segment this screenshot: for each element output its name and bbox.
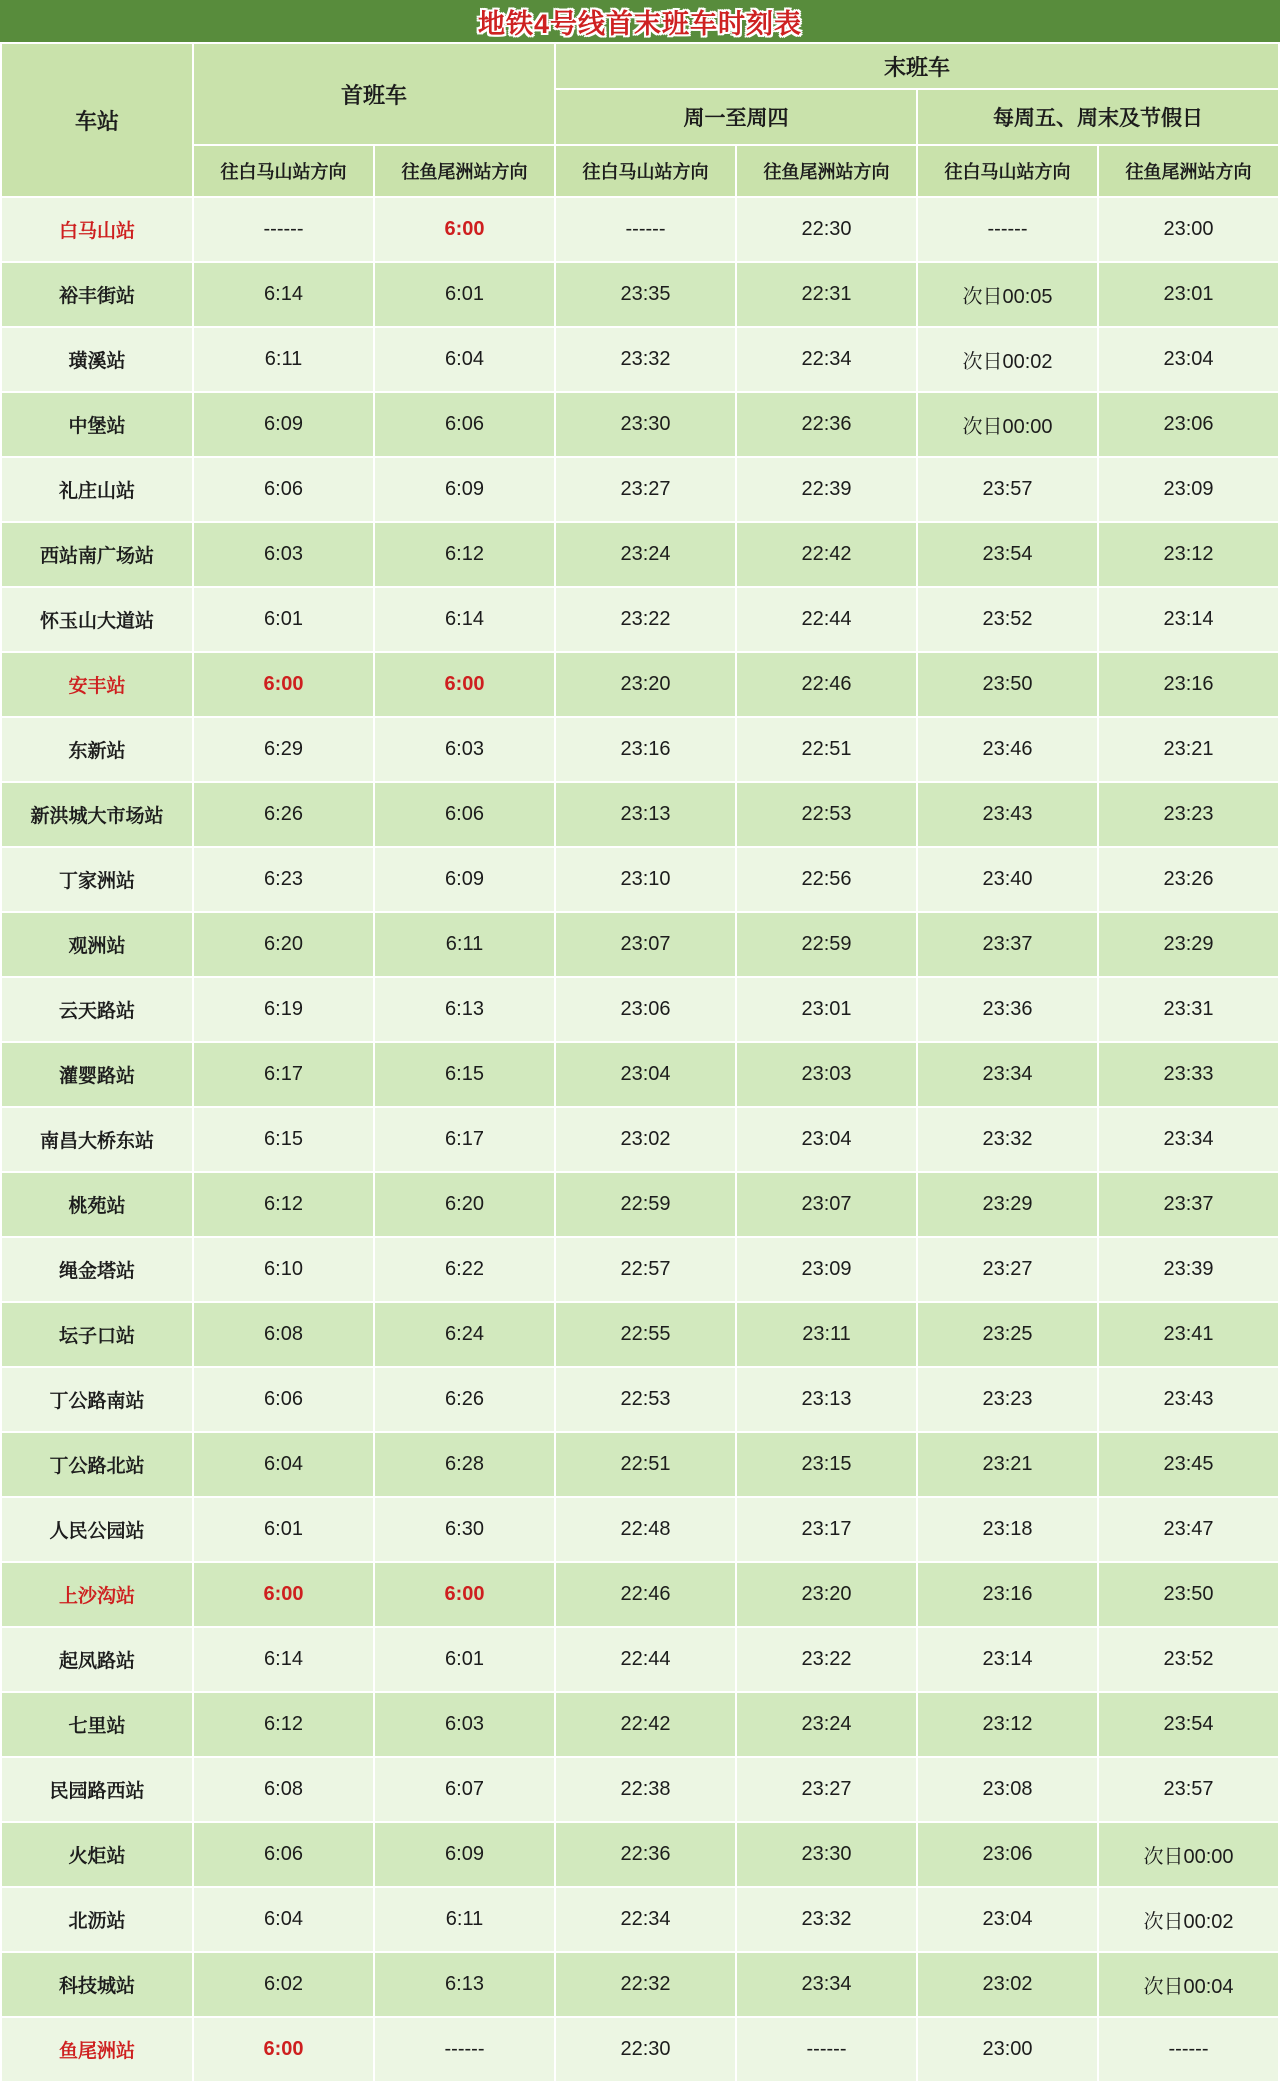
- time-cell: ------: [918, 198, 1097, 261]
- time-cell: 6:30: [375, 1498, 554, 1561]
- table-row: [2, 1108, 1278, 1171]
- table-row: [2, 328, 1278, 391]
- time-cell: 23:15: [737, 1433, 916, 1496]
- time-cell: ------: [556, 198, 735, 261]
- time-cell: 6:07: [375, 1758, 554, 1821]
- time-cell: 6:11: [194, 328, 373, 391]
- time-cell: 23:36: [918, 978, 1097, 1041]
- time-cell: 6:01: [375, 1628, 554, 1691]
- table-row: [2, 848, 1278, 911]
- time-cell: 23:06: [918, 1823, 1097, 1886]
- time-cell: 23:23: [1099, 783, 1278, 846]
- time-cell: 22:36: [556, 1823, 735, 1886]
- header-row-groups: [2, 44, 1278, 88]
- direction-header: 往鱼尾洲站方向: [375, 146, 554, 196]
- header-mon-thu: 周一至周四: [556, 90, 916, 144]
- station-name-cell: 璜溪站: [2, 328, 192, 391]
- time-cell: 23:46: [918, 718, 1097, 781]
- station-name-cell: 云天路站: [2, 978, 192, 1041]
- time-cell: 23:11: [737, 1303, 916, 1366]
- station-name-cell: 民园路西站: [2, 1758, 192, 1821]
- station-name-cell: 上沙沟站: [2, 1563, 192, 1626]
- timetable-header: [2, 44, 1278, 196]
- time-cell: 6:23: [194, 848, 373, 911]
- station-name-cell: 安丰站: [2, 653, 192, 716]
- time-cell: 6:19: [194, 978, 373, 1041]
- time-cell: 6:08: [194, 1758, 373, 1821]
- direction-header: 往鱼尾洲站方向: [1099, 146, 1278, 196]
- time-cell: 22:46: [737, 653, 916, 716]
- time-cell: 次日00:00: [1099, 1823, 1278, 1886]
- time-cell: 6:14: [194, 1628, 373, 1691]
- time-cell: 23:31: [1099, 978, 1278, 1041]
- time-cell: 6:11: [375, 1888, 554, 1951]
- time-cell: 23:24: [737, 1693, 916, 1756]
- station-name-cell: 丁公路南站: [2, 1368, 192, 1431]
- time-cell: 23:40: [918, 848, 1097, 911]
- time-cell: 6:01: [194, 588, 373, 651]
- time-cell: 23:04: [556, 1043, 735, 1106]
- time-cell: 22:59: [737, 913, 916, 976]
- time-cell: 23:22: [556, 588, 735, 651]
- time-cell: 22:48: [556, 1498, 735, 1561]
- station-name-cell: 桃苑站: [2, 1173, 192, 1236]
- time-cell: 23:08: [918, 1758, 1097, 1821]
- time-cell: 23:54: [1099, 1693, 1278, 1756]
- time-cell: 22:32: [556, 1953, 735, 2016]
- time-cell: 23:14: [918, 1628, 1097, 1691]
- time-cell: ------: [1099, 2018, 1278, 2081]
- time-cell: 22:31: [737, 263, 916, 326]
- time-cell: 6:00: [194, 1563, 373, 1626]
- time-cell: 22:51: [737, 718, 916, 781]
- time-cell: 23:07: [556, 913, 735, 976]
- time-cell: 23:10: [556, 848, 735, 911]
- time-cell: 6:06: [375, 393, 554, 456]
- time-cell: 23:20: [556, 653, 735, 716]
- time-cell: 23:30: [556, 393, 735, 456]
- time-cell: 23:12: [918, 1693, 1097, 1756]
- page-title: 地铁4号线首末班车时刻表: [477, 8, 802, 39]
- table-row: [2, 1693, 1278, 1756]
- header-row-directions: [2, 146, 1278, 196]
- time-cell: ------: [194, 198, 373, 261]
- time-cell: 22:30: [556, 2018, 735, 2081]
- time-cell: 6:15: [375, 1043, 554, 1106]
- table-row: [2, 1823, 1278, 1886]
- station-name-cell: 绳金塔站: [2, 1238, 192, 1301]
- time-cell: 22:53: [556, 1368, 735, 1431]
- station-name-cell: 礼庄山站: [2, 458, 192, 521]
- time-cell: 22:51: [556, 1433, 735, 1496]
- station-name-cell: 怀玉山大道站: [2, 588, 192, 651]
- table-row: [2, 1888, 1278, 1951]
- time-cell: 23:26: [1099, 848, 1278, 911]
- time-cell: 6:02: [194, 1953, 373, 2016]
- station-name-cell: 坛子口站: [2, 1303, 192, 1366]
- time-cell: 6:22: [375, 1238, 554, 1301]
- time-cell: 23:23: [918, 1368, 1097, 1431]
- station-name-cell: 丁家洲站: [2, 848, 192, 911]
- time-cell: 23:14: [1099, 588, 1278, 651]
- table-row: [2, 913, 1278, 976]
- time-cell: 23:34: [737, 1953, 916, 2016]
- time-cell: 6:26: [375, 1368, 554, 1431]
- time-cell: 23:00: [1099, 198, 1278, 261]
- time-cell: 23:03: [737, 1043, 916, 1106]
- time-cell: 23:16: [918, 1563, 1097, 1626]
- time-cell: 23:27: [918, 1238, 1097, 1301]
- time-cell: 23:35: [556, 263, 735, 326]
- time-cell: 22:56: [737, 848, 916, 911]
- time-cell: 6:00: [194, 653, 373, 716]
- direction-header: 往白马山站方向: [918, 146, 1097, 196]
- time-cell: 6:13: [375, 978, 554, 1041]
- table-row: [2, 978, 1278, 1041]
- title-bar: [0, 0, 1280, 42]
- station-name-cell: 火炬站: [2, 1823, 192, 1886]
- table-row: [2, 198, 1278, 261]
- table-row: [2, 1043, 1278, 1106]
- table-row: [2, 1173, 1278, 1236]
- time-cell: 6:14: [194, 263, 373, 326]
- station-name-cell: 起凤路站: [2, 1628, 192, 1691]
- time-cell: 6:09: [194, 393, 373, 456]
- table-row: [2, 1953, 1278, 2016]
- time-cell: 22:55: [556, 1303, 735, 1366]
- time-cell: 22:59: [556, 1173, 735, 1236]
- time-cell: 23:04: [737, 1108, 916, 1171]
- table-row: [2, 1238, 1278, 1301]
- time-cell: 6:24: [375, 1303, 554, 1366]
- table-row: [2, 1303, 1278, 1366]
- station-name-cell: 东新站: [2, 718, 192, 781]
- time-cell: 6:12: [375, 523, 554, 586]
- time-cell: 23:27: [556, 458, 735, 521]
- time-cell: 6:29: [194, 718, 373, 781]
- table-row: [2, 2018, 1278, 2081]
- time-cell: 23:12: [1099, 523, 1278, 586]
- time-cell: 23:27: [737, 1758, 916, 1821]
- table-row: [2, 393, 1278, 456]
- time-cell: 22:46: [556, 1563, 735, 1626]
- time-cell: 6:08: [194, 1303, 373, 1366]
- station-name-cell: 南昌大桥东站: [2, 1108, 192, 1171]
- time-cell: 22:39: [737, 458, 916, 521]
- table-row: [2, 1498, 1278, 1561]
- table-row: [2, 653, 1278, 716]
- header-fri-weekend-holiday: 每周五、周末及节假日: [918, 90, 1278, 144]
- time-cell: 23:30: [737, 1823, 916, 1886]
- time-cell: 6:12: [194, 1693, 373, 1756]
- table-row: [2, 1628, 1278, 1691]
- time-cell: 6:13: [375, 1953, 554, 2016]
- time-cell: 23:16: [556, 718, 735, 781]
- time-cell: 23:29: [1099, 913, 1278, 976]
- table-row: [2, 523, 1278, 586]
- header-first-train: 首班车: [194, 44, 554, 144]
- time-cell: 23:07: [737, 1173, 916, 1236]
- time-cell: 22:53: [737, 783, 916, 846]
- time-cell: 6:04: [375, 328, 554, 391]
- header-station-col: 车站: [2, 44, 192, 196]
- time-cell: 6:12: [194, 1173, 373, 1236]
- time-cell: 23:33: [1099, 1043, 1278, 1106]
- station-name-cell: 丁公路北站: [2, 1433, 192, 1496]
- direction-header: 往白马山站方向: [556, 146, 735, 196]
- time-cell: 23:32: [737, 1888, 916, 1951]
- time-cell: 次日00:02: [918, 328, 1097, 391]
- time-cell: 23:21: [1099, 718, 1278, 781]
- time-cell: 22:34: [556, 1888, 735, 1951]
- time-cell: 22:57: [556, 1238, 735, 1301]
- time-cell: 6:03: [375, 1693, 554, 1756]
- time-cell: 23:09: [737, 1238, 916, 1301]
- station-name-cell: 中堡站: [2, 393, 192, 456]
- time-cell: 次日00:02: [1099, 1888, 1278, 1951]
- time-cell: 23:02: [918, 1953, 1097, 2016]
- station-name-cell: 北沥站: [2, 1888, 192, 1951]
- time-cell: 23:50: [1099, 1563, 1278, 1626]
- time-cell: 22:38: [556, 1758, 735, 1821]
- time-cell: 23:29: [918, 1173, 1097, 1236]
- time-cell: ------: [375, 2018, 554, 2081]
- time-cell: 6:26: [194, 783, 373, 846]
- time-cell: 23:16: [1099, 653, 1278, 716]
- table-row: [2, 1368, 1278, 1431]
- time-cell: 23:54: [918, 523, 1097, 586]
- time-cell: 22:34: [737, 328, 916, 391]
- time-cell: 23:13: [556, 783, 735, 846]
- time-cell: 22:44: [556, 1628, 735, 1691]
- time-cell: 23:01: [737, 978, 916, 1041]
- time-cell: 次日00:04: [1099, 1953, 1278, 2016]
- time-cell: 23:47: [1099, 1498, 1278, 1561]
- time-cell: 6:17: [375, 1108, 554, 1171]
- time-cell: 6:06: [194, 1368, 373, 1431]
- time-cell: 23:32: [556, 328, 735, 391]
- time-cell: 23:04: [918, 1888, 1097, 1951]
- time-cell: 23:20: [737, 1563, 916, 1626]
- time-cell: 23:39: [1099, 1238, 1278, 1301]
- time-cell: 6:28: [375, 1433, 554, 1496]
- time-cell: 23:04: [1099, 328, 1278, 391]
- station-name-cell: 裕丰街站: [2, 263, 192, 326]
- station-name-cell: 灌婴路站: [2, 1043, 192, 1106]
- time-cell: 6:00: [194, 2018, 373, 2081]
- time-cell: 6:03: [194, 523, 373, 586]
- time-cell: 23:41: [1099, 1303, 1278, 1366]
- time-cell: 23:25: [918, 1303, 1097, 1366]
- time-cell: 23:02: [556, 1108, 735, 1171]
- time-cell: 6:11: [375, 913, 554, 976]
- time-cell: 23:06: [1099, 393, 1278, 456]
- time-cell: 6:03: [375, 718, 554, 781]
- table-row: [2, 718, 1278, 781]
- time-cell: 6:00: [375, 1563, 554, 1626]
- table-row: [2, 1563, 1278, 1626]
- time-cell: 23:00: [918, 2018, 1097, 2081]
- time-cell: 6:20: [194, 913, 373, 976]
- time-cell: 6:17: [194, 1043, 373, 1106]
- time-cell: 23:57: [918, 458, 1097, 521]
- table-row: [2, 263, 1278, 326]
- time-cell: 6:09: [375, 848, 554, 911]
- direction-header: 往鱼尾洲站方向: [737, 146, 916, 196]
- time-cell: 6:10: [194, 1238, 373, 1301]
- time-cell: 23:01: [1099, 263, 1278, 326]
- table-row: [2, 458, 1278, 521]
- time-cell: 23:43: [918, 783, 1097, 846]
- time-cell: 23:37: [1099, 1173, 1278, 1236]
- time-cell: 6:01: [194, 1498, 373, 1561]
- time-cell: 23:34: [1099, 1108, 1278, 1171]
- timetable-body: [2, 198, 1278, 2081]
- time-cell: 6:06: [194, 458, 373, 521]
- time-cell: 23:37: [918, 913, 1097, 976]
- time-cell: 6:09: [375, 1823, 554, 1886]
- time-cell: 23:06: [556, 978, 735, 1041]
- time-cell: 23:52: [918, 588, 1097, 651]
- time-cell: 6:06: [194, 1823, 373, 1886]
- station-name-cell: 新洪城大市场站: [2, 783, 192, 846]
- time-cell: 6:09: [375, 458, 554, 521]
- station-name-cell: 白马山站: [2, 198, 192, 261]
- header-last-train: 末班车: [556, 44, 1278, 88]
- time-cell: 23:52: [1099, 1628, 1278, 1691]
- time-cell: 23:34: [918, 1043, 1097, 1106]
- time-cell: 6:15: [194, 1108, 373, 1171]
- time-cell: 次日00:05: [918, 263, 1097, 326]
- time-cell: 23:45: [1099, 1433, 1278, 1496]
- time-cell: 6:00: [375, 198, 554, 261]
- time-cell: 23:24: [556, 523, 735, 586]
- station-name-cell: 观洲站: [2, 913, 192, 976]
- time-cell: 6:00: [375, 653, 554, 716]
- station-name-cell: 人民公园站: [2, 1498, 192, 1561]
- table-row: [2, 1758, 1278, 1821]
- time-cell: 23:13: [737, 1368, 916, 1431]
- time-cell: 6:01: [375, 263, 554, 326]
- time-cell: 22:36: [737, 393, 916, 456]
- time-cell: 6:04: [194, 1888, 373, 1951]
- time-cell: 6:14: [375, 588, 554, 651]
- time-cell: 22:44: [737, 588, 916, 651]
- time-cell: 6:04: [194, 1433, 373, 1496]
- table-row: [2, 588, 1278, 651]
- time-cell: 23:43: [1099, 1368, 1278, 1431]
- time-cell: 23:09: [1099, 458, 1278, 521]
- table-row: [2, 1433, 1278, 1496]
- time-cell: 23:22: [737, 1628, 916, 1691]
- time-cell: 23:18: [918, 1498, 1097, 1561]
- time-cell: 22:42: [556, 1693, 735, 1756]
- time-cell: 23:32: [918, 1108, 1097, 1171]
- direction-header: 往白马山站方向: [194, 146, 373, 196]
- station-name-cell: 七里站: [2, 1693, 192, 1756]
- timetable: [0, 42, 1280, 2083]
- station-name-cell: 鱼尾洲站: [2, 2018, 192, 2081]
- table-row: [2, 783, 1278, 846]
- time-cell: 次日00:00: [918, 393, 1097, 456]
- time-cell: 6:06: [375, 783, 554, 846]
- station-name-cell: 西站南广场站: [2, 523, 192, 586]
- time-cell: ------: [737, 2018, 916, 2081]
- time-cell: 22:30: [737, 198, 916, 261]
- time-cell: 6:20: [375, 1173, 554, 1236]
- time-cell: 23:50: [918, 653, 1097, 716]
- time-cell: 23:57: [1099, 1758, 1278, 1821]
- station-name-cell: 科技城站: [2, 1953, 192, 2016]
- time-cell: 22:42: [737, 523, 916, 586]
- time-cell: 23:21: [918, 1433, 1097, 1496]
- time-cell: 23:17: [737, 1498, 916, 1561]
